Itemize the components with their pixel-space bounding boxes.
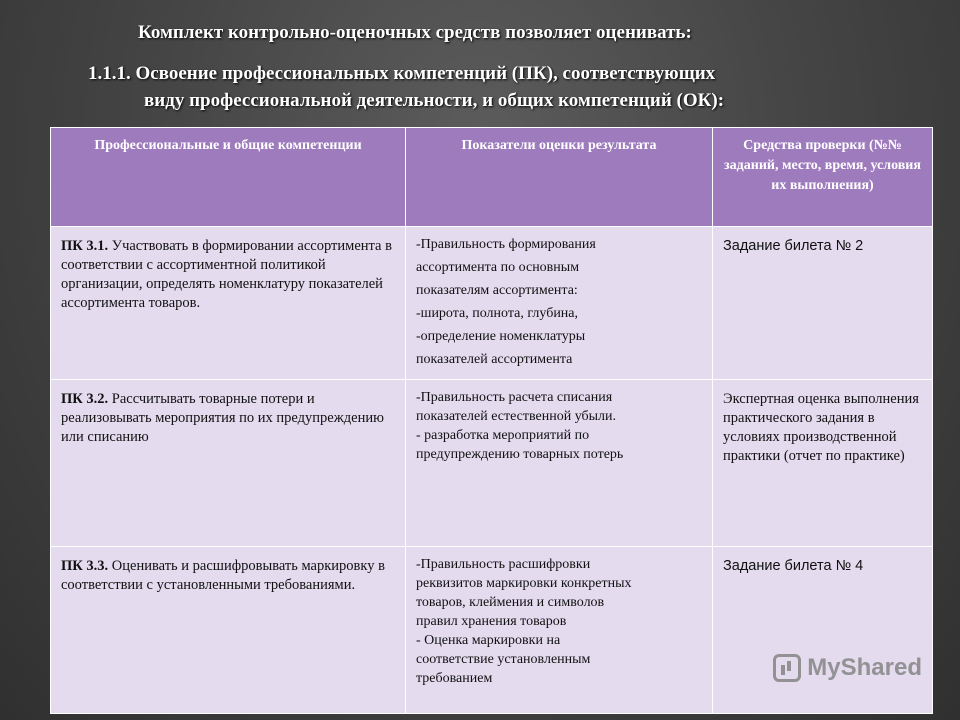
- table-row: [51, 227, 933, 380]
- table-header-row: [51, 128, 933, 227]
- indicator-line: правил хранения товаров: [416, 614, 567, 629]
- table-row: [51, 380, 933, 547]
- indicator-line: -широта, полнота, глубина,: [416, 306, 579, 321]
- indicator-line: - разработка мероприятий по: [416, 428, 590, 443]
- chart-icon: [773, 654, 801, 682]
- indicator-line: показателям ассортимента:: [416, 283, 578, 298]
- slide-subtitle: [88, 60, 928, 114]
- indicator-line: - Оценка маркировки на: [416, 633, 561, 648]
- indicator-line: -Правильность расчета списания: [416, 390, 613, 405]
- header-means: Средства проверки (№№ заданий, место, время, условия их выполнения): [713, 128, 933, 227]
- table-row: [51, 547, 933, 714]
- competence-text: Оценивать и расшифровывать маркировку в соответствии с установленными требованиями.: [61, 558, 385, 593]
- competence-text: Рассчитывать товарные потери и реализовывать мероприятия по их предупреждению или списанию: [61, 391, 384, 445]
- indicators-cell: [406, 380, 713, 547]
- indicator-line: предупреждению товарных потерь: [416, 447, 624, 462]
- means-cell: Экспертная оценка выполнения практического задания в условиях производственной практики (отчет по практике): [713, 380, 933, 547]
- indicators-cell: [406, 227, 713, 380]
- indicator-line: ассортимента по основным: [416, 260, 580, 275]
- competence-code: ПК 3.3.: [61, 558, 109, 574]
- header-indicators: Показатели оценки результата: [406, 128, 713, 227]
- means-cell: Задание билета № 4: [713, 547, 933, 714]
- competence-code: ПК 3.2.: [61, 391, 109, 407]
- indicator-line: соответствие установленным: [416, 652, 591, 667]
- indicator-line: -Правильность формирования: [416, 237, 596, 252]
- indicator-line: показателей естественной убыли.: [416, 409, 617, 424]
- subtitle-line-1: 1.1.1. Освоение профессиональных компетенций (ПК), соответствующих: [88, 63, 716, 84]
- competence-cell: [51, 227, 406, 380]
- competence-text: Участвовать в формировании ассортимента в соответствии с ассортиментной политикой организации, определять номенклатуру показателей ассортимента товаров.: [61, 238, 392, 311]
- competence-code: ПК 3.1.: [61, 238, 109, 254]
- slide-title: Комплект контрольно-оценочных средств позволяет оценивать:: [138, 22, 692, 43]
- means-cell: Задание билета № 2: [713, 227, 933, 380]
- watermark: [773, 654, 922, 682]
- watermark-text: MyShared: [807, 654, 922, 681]
- subtitle-line-2: виду профессиональной деятельности, и общих компетенций (ОК):: [144, 90, 725, 111]
- indicators-cell: [406, 547, 713, 714]
- indicator-line: -определение номенклатуры: [416, 329, 586, 344]
- indicator-line: показателей ассортимента: [416, 352, 573, 367]
- indicator-line: требованием: [416, 671, 493, 686]
- indicator-line: товаров, клеймения и символов: [416, 595, 605, 610]
- indicator-line: реквизитов маркировки конкретных: [416, 576, 632, 591]
- competence-cell: [51, 380, 406, 547]
- competence-table: [50, 127, 933, 714]
- competence-cell: [51, 547, 406, 714]
- indicator-line: -Правильность расшифровки: [416, 557, 591, 572]
- header-competences: Профессиональные и общие компетенции: [51, 128, 406, 227]
